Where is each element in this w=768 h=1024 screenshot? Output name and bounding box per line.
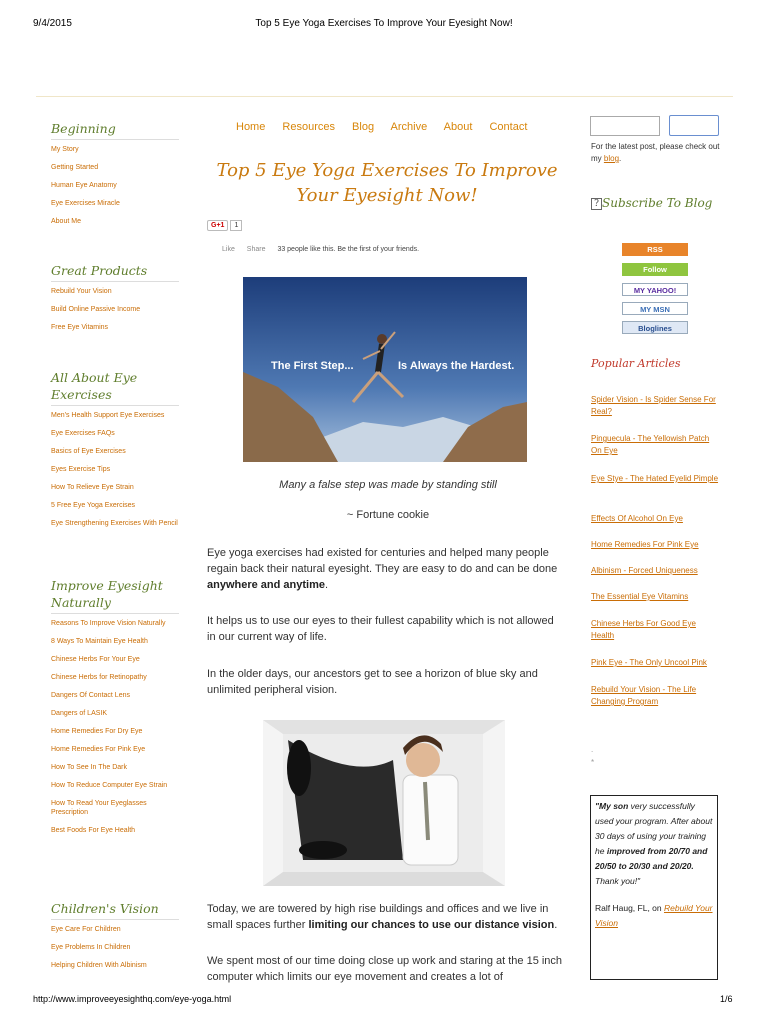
- nav-archive[interactable]: Archive: [390, 121, 428, 133]
- paragraph-2: It helps us to use our eyes to their fullest capability which is not allowed in our current way of life.: [207, 615, 554, 643]
- print-url: http://www.improveeyesighthq.com/eye-yoga.html: [33, 994, 232, 1004]
- highlight-distance: limiting our chances to use our distance vision: [308, 919, 555, 931]
- sidebar-link[interactable]: My Story: [51, 146, 79, 153]
- testimonial-author: Ralf Haug, FL, on Rebuild Your Vision: [595, 903, 713, 928]
- sidebar-link[interactable]: Eye Exercises FAQs: [51, 430, 115, 437]
- quote-author: ~ Fortune cookie: [346, 509, 430, 521]
- section-title: Improve Eyesight Naturally: [51, 577, 179, 614]
- paragraph-5: We spent most of our time doing close up work and staring at the 15 inch computer which limits our eye movement and creates a lot of: [207, 955, 563, 983]
- sidebar-link[interactable]: How To Relieve Eye Strain: [51, 484, 134, 491]
- spacer-star: *: [591, 758, 595, 767]
- popular-link[interactable]: Rebuild Your Vision - The Life Changing Program: [591, 685, 697, 706]
- paragraph-4: Today, we are towered by high rise buildings and offices and we live in small spaces further limiting our chances to use our distance vision.: [207, 903, 558, 931]
- popular-link[interactable]: Chinese Herbs For Good Eye Health: [591, 619, 696, 640]
- sidebar-link[interactable]: How To Read Your Eyeglasses Prescription: [51, 800, 147, 816]
- sidebar-link[interactable]: How To See In The Dark: [51, 764, 128, 771]
- sidebar-section-beginning: [51, 120, 179, 235]
- section-title: All About Eye Exercises: [51, 369, 179, 406]
- nav-home[interactable]: Home: [236, 121, 266, 133]
- broken-image-icon: ?: [591, 198, 602, 210]
- subscribe-heading: ? Subscribe To Blog: [591, 195, 721, 212]
- print-date: 9/4/2015: [33, 18, 72, 29]
- sidebar-link[interactable]: Men's Health Support Eye Exercises: [51, 412, 165, 419]
- section-title: Beginning: [51, 120, 179, 140]
- sidebar-link[interactable]: Chinese Herbs For Your Eye: [51, 656, 140, 663]
- testimonial-box: [590, 795, 718, 980]
- sidebar-link[interactable]: 8 Ways To Maintain Eye Health: [51, 638, 148, 645]
- hero-text-left: The First Step...: [271, 360, 354, 372]
- sidebar-section-children: [51, 900, 179, 979]
- sidebar-link[interactable]: About Me: [51, 218, 81, 225]
- sidebar-link[interactable]: Eyes Exercise Tips: [51, 466, 111, 473]
- sidebar-section-improve-eyesight: [51, 577, 179, 844]
- section-title: Great Products: [51, 262, 179, 282]
- follow-button[interactable]: Follow: [622, 263, 688, 276]
- my-yahoo-button[interactable]: MY YAHOO!: [622, 283, 688, 296]
- bloglines-button[interactable]: Bloglines: [622, 321, 688, 334]
- popular-link[interactable]: Effects Of Alcohol On Eye: [591, 514, 683, 523]
- nav-blog[interactable]: Blog: [352, 121, 375, 133]
- spacer-dot: .: [591, 745, 594, 754]
- sidebar-link[interactable]: Home Remedies For Dry Eye: [51, 728, 143, 735]
- like-count-text: 33 people like this. Be the first of your friends.: [277, 246, 420, 253]
- popular-link[interactable]: Eye Stye - The Hated Eyelid Pimple: [591, 474, 719, 483]
- paragraph-1: Eye yoga exercises had existed for centuries and helped many people regain back their natural eyesight. They are easy to do and can be done anywhere and anytime.: [207, 547, 558, 591]
- sidebar-link[interactable]: Dangers Of Contact Lens: [51, 692, 130, 699]
- sidebar-link[interactable]: Reasons To Improve Vision Naturally: [51, 620, 166, 627]
- sidebar-link[interactable]: Eye Problems In Children: [51, 944, 131, 951]
- top-nav: [236, 121, 541, 133]
- sidebar-section-products: [51, 262, 179, 341]
- gplus-button[interactable]: G+1: [207, 220, 228, 231]
- popular-articles-heading: Popular Articles: [591, 357, 681, 370]
- sidebar-link[interactable]: Best Foods For Eye Health: [51, 827, 136, 834]
- hero-image: [243, 277, 527, 462]
- section-title: Children's Vision: [51, 900, 179, 920]
- boxed-man-illustration: [263, 720, 505, 886]
- my-msn-button[interactable]: MY MSN: [622, 302, 688, 315]
- sidebar-link[interactable]: Home Remedies For Pink Eye: [51, 746, 146, 753]
- search-input[interactable]: [590, 116, 660, 136]
- sidebar-link[interactable]: Dangers of LASIK: [51, 710, 108, 717]
- hero-text-right: Is Always the Hardest.: [398, 360, 515, 372]
- popular-link[interactable]: Albinism - Forced Uniqueness: [591, 566, 698, 575]
- popular-link[interactable]: Spider Vision - Is Spider Sense For Real?: [591, 395, 716, 416]
- sidebar-link[interactable]: Eye Exercises Miracle: [51, 200, 120, 207]
- gplus-count: 1: [230, 220, 242, 231]
- nav-about[interactable]: About: [443, 121, 473, 133]
- blog-link[interactable]: blog: [603, 154, 620, 163]
- sidebar-link[interactable]: Eye Strengthening Exercises With Pencil: [51, 520, 178, 527]
- quote-text: Many a false step was made by standing still: [279, 479, 497, 491]
- sidebar-link[interactable]: Rebuild Your Vision: [51, 288, 112, 295]
- sidebar-link[interactable]: Human Eye Anatomy: [51, 182, 117, 189]
- print-title: Top 5 Eye Yoga Exercises To Improve Your Eyesight Now!: [255, 18, 513, 29]
- sidebar-link[interactable]: Eye Care For Children: [51, 926, 121, 933]
- sidebar-link[interactable]: How To Reduce Computer Eye Strain: [51, 782, 168, 789]
- sidebar-link[interactable]: Getting Started: [51, 164, 99, 171]
- print-page-number: 1/6: [720, 994, 733, 1004]
- facebook-like-bar: [222, 246, 419, 253]
- testimonial-quote: "My son very successfully used your program. After about 30 days of using your training he improved from 20/70 and 20/50 to 20/30 and 20/20. Thank you!": [595, 801, 713, 886]
- sidebar-link[interactable]: 5 Free Eye Yoga Exercises: [51, 502, 136, 509]
- share-button[interactable]: Share: [246, 246, 266, 253]
- nav-contact[interactable]: Contact: [489, 121, 528, 133]
- sidebar-link[interactable]: Helping Children With Albinism: [51, 962, 147, 969]
- gplus-widget: [207, 220, 242, 231]
- search-button[interactable]: [669, 115, 719, 136]
- sidebar-link[interactable]: Build Online Passive Income: [51, 306, 141, 313]
- sidebar-link[interactable]: Chinese Herbs for Retinopathy: [51, 674, 147, 681]
- header-divider: [36, 96, 733, 97]
- popular-link[interactable]: Home Remedies For Pink Eye: [591, 540, 699, 549]
- sidebar-link[interactable]: Basics of Eye Exercises: [51, 448, 126, 455]
- like-button[interactable]: Like: [222, 246, 235, 253]
- hero-illustration: [243, 277, 527, 462]
- latest-post-note: For the latest post, please check out my blog.: [591, 142, 720, 163]
- sidebar-link[interactable]: Free Eye Vitamins: [51, 324, 109, 331]
- highlight-anywhere: anywhere and anytime: [207, 579, 325, 591]
- boxed-man-image: [263, 720, 505, 886]
- popular-link[interactable]: Pinguecula - The Yellowish Patch On Eye: [591, 434, 710, 455]
- nav-resources[interactable]: Resources: [282, 121, 335, 133]
- paragraph-3: In the older days, our ancestors get to see a horizon of blue sky and unlimited peripheral vision.: [207, 668, 538, 696]
- testimonial-link[interactable]: Rebuild Your Vision: [595, 903, 713, 928]
- popular-link[interactable]: The Essential Eye Vitamins: [591, 592, 689, 601]
- page-title: Top 5 Eye Yoga Exercises To Improve Your Eyesight Now!: [216, 160, 558, 206]
- rss-button[interactable]: RSS: [622, 243, 688, 256]
- sidebar-section-eye-exercises: [51, 369, 179, 537]
- popular-link[interactable]: Pink Eye - The Only Uncool Pink: [591, 658, 707, 667]
